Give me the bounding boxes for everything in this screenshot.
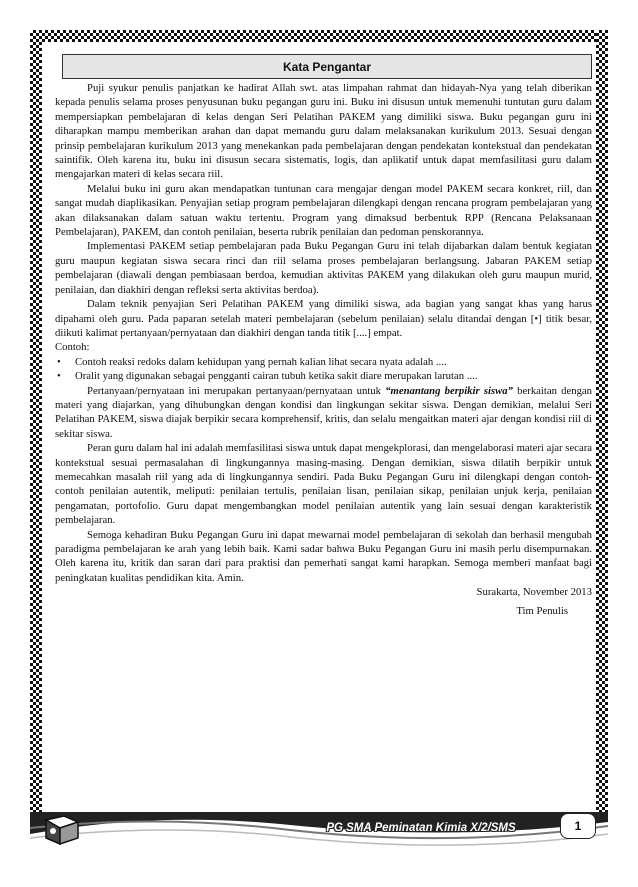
book-logo-icon bbox=[42, 812, 82, 846]
paragraph-4: Dalam teknik penyajian Seri Pelatihan PAKEM yang dimiliki siswa, ada bagian yang sangat khas yang harus dipahami oleh guru. Pada paparan setelah materi pembelajaran (sebelum penilaian) selalu ditandai dengan [•] titik besar, diikuti kalimat pertanyaan/pernyataan dan diakhiri dengan tanda titik [....] empat. bbox=[55, 298, 592, 339]
place-date: Surakarta, November 2013 bbox=[476, 586, 592, 599]
paragraph-6: Peran guru dalam hal ini adalah memfasilitasi siswa untuk dapat mengekplorasi, dan mengelaborasi materi ajar secara kontekstual sesuai permasalahan di lingkungannya masing-masing. Dengan demikian, siswa dilatih berpikir untuk memecahkan masalah riil yang ada di lingkungannya sendiri. Pada Buku Pegangan Guru ini dilengkapi dengan contoh-contoh penilaian autentik, meliputi: penilaian tertulis, penilaian lisan, penilaian sikap, penilaian unjuk kerja, penilaian pengamatan, portofolio. Guru dapat mengembangkan model penilaian autentik yang lain sesuai dengan karakteristik pembelajaran. bbox=[55, 442, 592, 527]
paragraph-3: Implementasi PAKEM setiap pembelajaran pada Buku Pegangan Guru ini telah dijabarkan dalam bentuk kegiatan guru maupun kegiatan siswa secara rinci dan riil selama proses pembelajaran berlangsung. Jabaran PAKEM setiap pembelajaran (diawali dengan pembiasaan berdoa, kemudian aktivitas PAKEM yang dilakukan oleh guru maupun murid, penilaian, dan diakhiri dengan refleksi serta aktivitas berdoa). bbox=[55, 240, 592, 296]
paragraph-5 bbox=[55, 384, 592, 442]
list-item: • Contoh reaksi redoks dalam kehidupan yang pernah kalian lihat secara nyata adalah .... bbox=[55, 355, 592, 369]
list-item: • Oralit yang digunakan sebagai pengganti cairan tubuh ketika sakit diare merupakan larutan .... bbox=[55, 369, 592, 383]
emphasis-text: “menantang berpikir siswa” bbox=[385, 384, 513, 397]
example-list bbox=[55, 355, 592, 384]
paragraph-2: Melalui buku ini guru akan mendapatkan tuntunan cara mengajar dengan model PAKEM secara konkret, riil, dan sangat mudah diaplikasikan. Penyajian setiap program pembelajaran dilengkapi dengan rencana program pembelajaran yang akan dilaksanakan dalam satuan waktu tertentu. Program yang dimaksud berbentuk RPP (Rencana Pelaksanaan Pembelajaran), PAKEM, dan contoh penilaian, beserta rubrik penilaian dan pedoman penskorannya. bbox=[55, 182, 592, 239]
author-name: Tim Penulis bbox=[516, 604, 568, 617]
checkered-border-top bbox=[30, 30, 608, 42]
paragraph-5-after: berkaitan dengan materi yang diajarkan, yang dihubungkan dengan kondisi dan lingkungan sekitar siswa. Dengan demikian, melalui Seri Pelatihan PAKEM, siswa diajak berpikir secara komprehensif, kritis, dan selalu mengaitkan materi ajar dengan kondisi riil di sekitar siswa. bbox=[55, 384, 593, 440]
contoh-label: Contoh: bbox=[55, 341, 90, 354]
checkered-border-left bbox=[30, 30, 42, 820]
paragraph-7: Semoga kehadiran Buku Pegangan Guru ini dapat mewarnai model pembelajaran di sekolah dan berhasil mengubah paradigma pembelajaran ke arah yang lebih baik. Kami sadar bahwa Buku Pegangan Guru ini masih perlu disempurnakan. Oleh karena itu, kritik dan saran dari para praktisi dan pemerhati sangat kami harapkan. Semoga memberi manfaat bagi peningkatan kualitas pendidikan kita. Amin. bbox=[55, 528, 592, 584]
document-body bbox=[55, 81, 592, 618]
checkered-border-right bbox=[596, 30, 608, 820]
page-title: Kata Pengantar bbox=[282, 59, 372, 74]
paragraph-5-before: Pertanyaan/pernyataan ini merupakan pertanyaan/pernyataan untuk bbox=[87, 384, 386, 397]
paragraph-1: Puji syukur penulis panjatkan ke hadirat Allah swt. atas limpahan rahmat dan hidayah-Nya yang telah diberikan kepada penulis selama proses penyusunan buku pegangan guru ini. Buku ini disusun untuk memenuhi tuntutan guru dalam mempersiapkan pembelajaran di kelas dengan Seri Pelatihan PAKEM yang dimiliki siswa. Buku pegangan guru ini diharapkan mampu memberikan arahan dan dapat memandu guru dalam melaksanakan kurikulum 2013. Sesuai dengan prinsip pembelajaran kurikulum 2013 yang menekankan pada pembelajaran dengan pendekatan kontekstual dan pendekatan saintifik. Oleh karena itu, buku ini disusun secara sistematis, logis, dan aplikatif untuk dapat memfasilitasi guru dalam mengajarkan materi di kelas secara riil. bbox=[55, 82, 592, 181]
page-number: 1 bbox=[560, 813, 596, 839]
footer-book-title: PG SMA Peminatan Kimia X/2/SMS bbox=[326, 822, 516, 834]
page-title-bar bbox=[62, 54, 592, 79]
